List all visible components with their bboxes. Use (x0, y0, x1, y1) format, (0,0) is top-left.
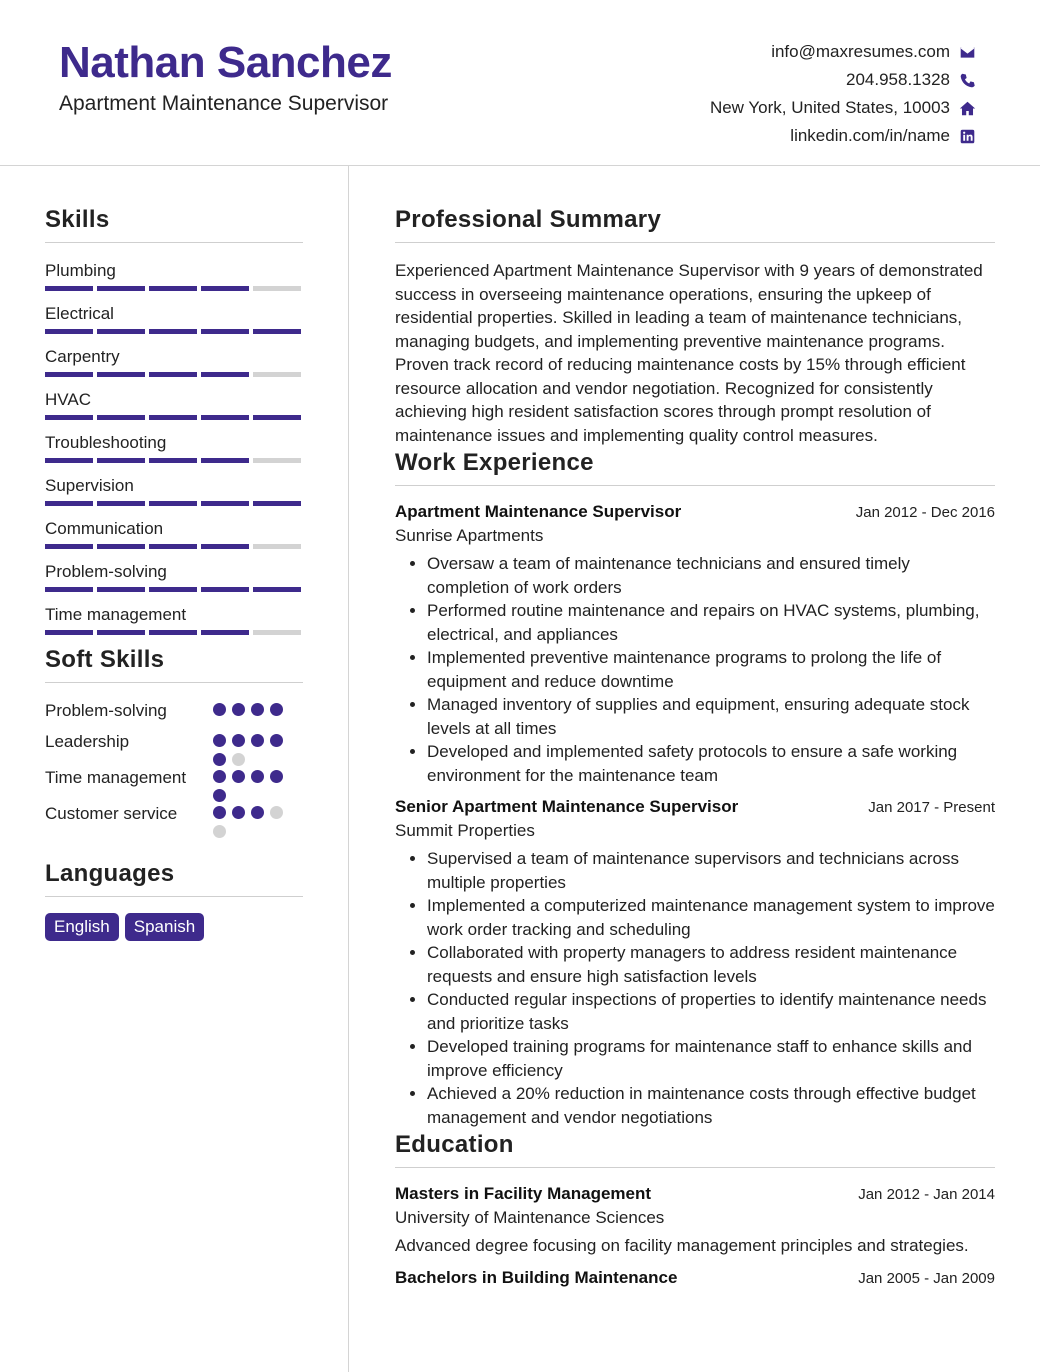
rating-dot (213, 789, 226, 802)
job-bullet: • Conducted regular inspections of properties to identify maintenance needs and prioritize tasks (427, 988, 995, 1035)
job-title: Senior Apartment Maintenance Supervisor (395, 797, 739, 816)
rating-dot (232, 770, 245, 783)
skill-level-segment (45, 630, 93, 635)
rating-dot (251, 770, 264, 783)
degree-title: Masters in Facility Management (395, 1184, 652, 1203)
skill-level-segment (253, 415, 301, 420)
soft-skill-label: Time management (45, 768, 187, 787)
skill-item (45, 603, 303, 646)
education-description: Advanced degree focusing on facility management principles and strategies. (395, 1236, 969, 1255)
contact-phone[interactable] (710, 66, 976, 94)
contact-email[interactable] (710, 38, 976, 66)
contact-location-text: New York, United States, 10003 (709, 98, 950, 117)
skill-label: Plumbing (45, 261, 116, 280)
skill-label: Time management (45, 605, 187, 624)
skill-item (45, 259, 303, 302)
contact-block (710, 38, 976, 150)
job-entry (395, 797, 995, 1129)
language-badge: Spanish (125, 913, 204, 941)
skill-level-segment (97, 415, 145, 420)
skill-level-bar (45, 587, 303, 592)
resume-header (0, 0, 1040, 166)
school-name: University of Maintenance Sciences (395, 1208, 665, 1227)
job-bullet: • Implemented a computerized maintenance management system to improve work order tracking and scheduling (427, 894, 995, 941)
education-entry (395, 1184, 995, 1258)
skill-label: Electrical (45, 304, 114, 323)
rating-dot (213, 770, 226, 783)
skill-label: Carpentry (45, 347, 120, 366)
skill-level-segment (45, 415, 93, 420)
job-bullet: • Developed training programs for maintenance staff to enhance skills and improve efficiency (427, 1035, 995, 1082)
skill-label: Supervision (45, 476, 134, 495)
skill-level-segment (45, 544, 93, 549)
rating-dot (270, 770, 283, 783)
education-dates: Jan 2005 - Jan 2009 (858, 1269, 995, 1287)
skill-label: Communication (45, 519, 164, 538)
skill-level-segment (253, 544, 301, 549)
phone-icon (958, 71, 976, 89)
rating-dot (270, 703, 283, 716)
contact-linkedin-text[interactable]: linkedin.com/in/name (790, 126, 950, 145)
skill-item (45, 560, 303, 603)
education-dates: Jan 2012 - Jan 2014 (858, 1186, 995, 1203)
summary-heading: Professional Summary (395, 206, 995, 243)
skill-level-segment (149, 329, 197, 334)
skill-level-bar (45, 415, 303, 420)
job-entry (395, 502, 995, 787)
skill-level-segment (149, 458, 197, 463)
rating-dot (232, 753, 245, 766)
experience-heading: Work Experience (395, 449, 995, 486)
job-company: Summit Properties (395, 821, 535, 840)
skill-level-segment (149, 630, 197, 635)
skill-level-segment (149, 544, 197, 549)
skill-level-segment (45, 286, 93, 291)
rating-dot (270, 734, 283, 747)
rating-dot (232, 806, 245, 819)
job-bullet: • Collaborated with property managers to address resident maintenance requests and ensure high satisfaction levels (427, 941, 995, 988)
skill-level-segment (97, 544, 145, 549)
soft-skill-label: Customer service (45, 804, 178, 823)
skill-level-segment (97, 329, 145, 334)
skill-level-bar (45, 458, 303, 463)
job-bullet: • Achieved a 20% reduction in maintenance costs through effective budget management and vendor negotiations (427, 1082, 995, 1129)
rating-dot (213, 753, 226, 766)
job-bullets (395, 847, 995, 1129)
skill-level-segment (253, 329, 301, 334)
soft-skill-label: Problem-solving (45, 701, 167, 720)
skills-heading: Skills (45, 206, 303, 243)
languages-list (45, 913, 303, 941)
skill-level-segment (149, 286, 197, 291)
skills-list (45, 259, 303, 646)
linkedin-icon (958, 127, 976, 145)
job-title: Apartment Maintenance Supervisor (395, 502, 682, 521)
skill-level-segment (97, 587, 145, 592)
rating-dot (251, 806, 264, 819)
rating-dot (251, 734, 264, 747)
skill-item (45, 517, 303, 560)
language-badge: English (45, 913, 119, 941)
job-company: Sunrise Apartments (395, 526, 544, 545)
skill-level-bar (45, 286, 303, 291)
skill-level-segment (97, 458, 145, 463)
skill-level-segment (201, 372, 249, 377)
skill-level-segment (201, 544, 249, 549)
skill-item (45, 388, 303, 431)
column-divider (348, 166, 349, 1372)
skill-level-segment (97, 501, 145, 506)
skill-level-bar (45, 630, 303, 635)
skill-level-segment (253, 630, 301, 635)
skill-level-bar (45, 372, 303, 377)
skill-level-segment (45, 587, 93, 592)
education-heading: Education (395, 1131, 995, 1168)
skill-level-segment (201, 587, 249, 592)
contact-phone-text[interactable]: 204.958.1328 (846, 70, 950, 89)
skill-level-segment (97, 372, 145, 377)
skill-level-segment (97, 630, 145, 635)
skill-label: Troubleshooting (45, 433, 167, 452)
job-dates: Jan 2012 - Dec 2016 (855, 504, 995, 521)
skill-level-bar (45, 501, 303, 506)
skill-level-segment (45, 329, 93, 334)
soft-skill-label: Leadership (45, 732, 130, 751)
skill-label: Problem-solving (45, 562, 167, 581)
job-dates: Jan 2017 - Present (868, 799, 995, 816)
skill-level-segment (45, 372, 93, 377)
skill-level-segment (149, 501, 197, 506)
skill-level-segment (149, 587, 197, 592)
job-bullet: • Performed routine maintenance and repairs on HVAC systems, plumbing, electrical, and appliances (427, 599, 995, 646)
skill-level-segment (253, 286, 301, 291)
soft-skill-rating (213, 802, 285, 838)
soft-skill-item (45, 730, 303, 766)
summary-text: Experienced Apartment Maintenance Supervisor with 9 years of demonstrated success in overseeing maintenance operations, ensuring the upkeep of residential properties. Skilled in leading a team of maintenance technicians, managing budgets, and implementing preventive maintenance programs. Proven track record of reducing maintenance costs by 15% through efficient resource allocation and vendor negotiation. Recognized for consistently achieving high resident satisfaction scores through prompt resolution of maintenance issues and implementing quality control measures. (395, 261, 983, 445)
skill-item (45, 302, 303, 345)
job-bullets (395, 552, 995, 787)
languages-heading: Languages (45, 860, 303, 897)
job-bullet: • Supervised a team of maintenance supervisors and technicians across multiple properties (427, 847, 995, 894)
skill-level-segment (201, 286, 249, 291)
candidate-role: Apartment Maintenance Supervisor (59, 92, 389, 115)
soft-skill-item (45, 766, 303, 802)
rating-dot (232, 703, 245, 716)
job-bullet: • Oversaw a team of maintenance technicians and ensured timely completion of work orders (427, 552, 995, 599)
skill-level-segment (253, 372, 301, 377)
job-bullet: • Managed inventory of supplies and equipment, ensuring adequate stock levels at all times (427, 693, 995, 740)
skill-level-segment (97, 286, 145, 291)
skill-label: HVAC (45, 390, 91, 409)
education-entry (395, 1268, 995, 1288)
skill-level-segment (201, 501, 249, 506)
skill-level-segment (253, 587, 301, 592)
rating-dot (213, 825, 226, 838)
skill-item (45, 345, 303, 388)
soft-skill-item (45, 802, 303, 838)
rating-dot (213, 703, 226, 716)
soft-skill-item (45, 699, 303, 730)
contact-linkedin[interactable] (710, 122, 976, 150)
soft-skills-list (45, 699, 303, 838)
soft-skill-rating (213, 730, 285, 766)
degree-title: Bachelors in Building Maintenance (395, 1267, 678, 1287)
skill-level-bar (45, 544, 303, 549)
skill-level-bar (45, 329, 303, 334)
skill-level-segment (45, 501, 93, 506)
rating-dot (232, 734, 245, 747)
rating-dot (251, 703, 264, 716)
rating-dot (213, 806, 226, 819)
job-bullet: • Developed and implemented safety protocols to ensure a safe working environment for the maintenance team (427, 740, 995, 787)
rating-dot (213, 734, 226, 747)
job-bullet: • Implemented preventive maintenance programs to prolong the life of equipment and reduce downtime (427, 646, 995, 693)
rating-dot (270, 806, 283, 819)
right-column (395, 206, 995, 1298)
contact-location (710, 94, 976, 122)
skill-level-segment (149, 415, 197, 420)
skill-item (45, 474, 303, 517)
skill-level-segment (201, 415, 249, 420)
candidate-name: Nathan Sanchez (59, 38, 392, 87)
contact-email-text[interactable]: info@maxresumes.com (771, 42, 950, 61)
skill-level-segment (201, 329, 249, 334)
skill-item (45, 431, 303, 474)
skill-level-segment (201, 630, 249, 635)
soft-skill-rating (213, 766, 285, 802)
home-icon (958, 99, 976, 117)
soft-skill-rating (213, 699, 285, 730)
skill-level-segment (201, 458, 249, 463)
envelope-icon (958, 43, 976, 61)
skill-level-segment (253, 501, 301, 506)
skill-level-segment (253, 458, 301, 463)
skill-level-segment (45, 458, 93, 463)
skill-level-segment (149, 372, 197, 377)
left-column (45, 206, 303, 941)
soft-skills-heading: Soft Skills (45, 646, 303, 683)
